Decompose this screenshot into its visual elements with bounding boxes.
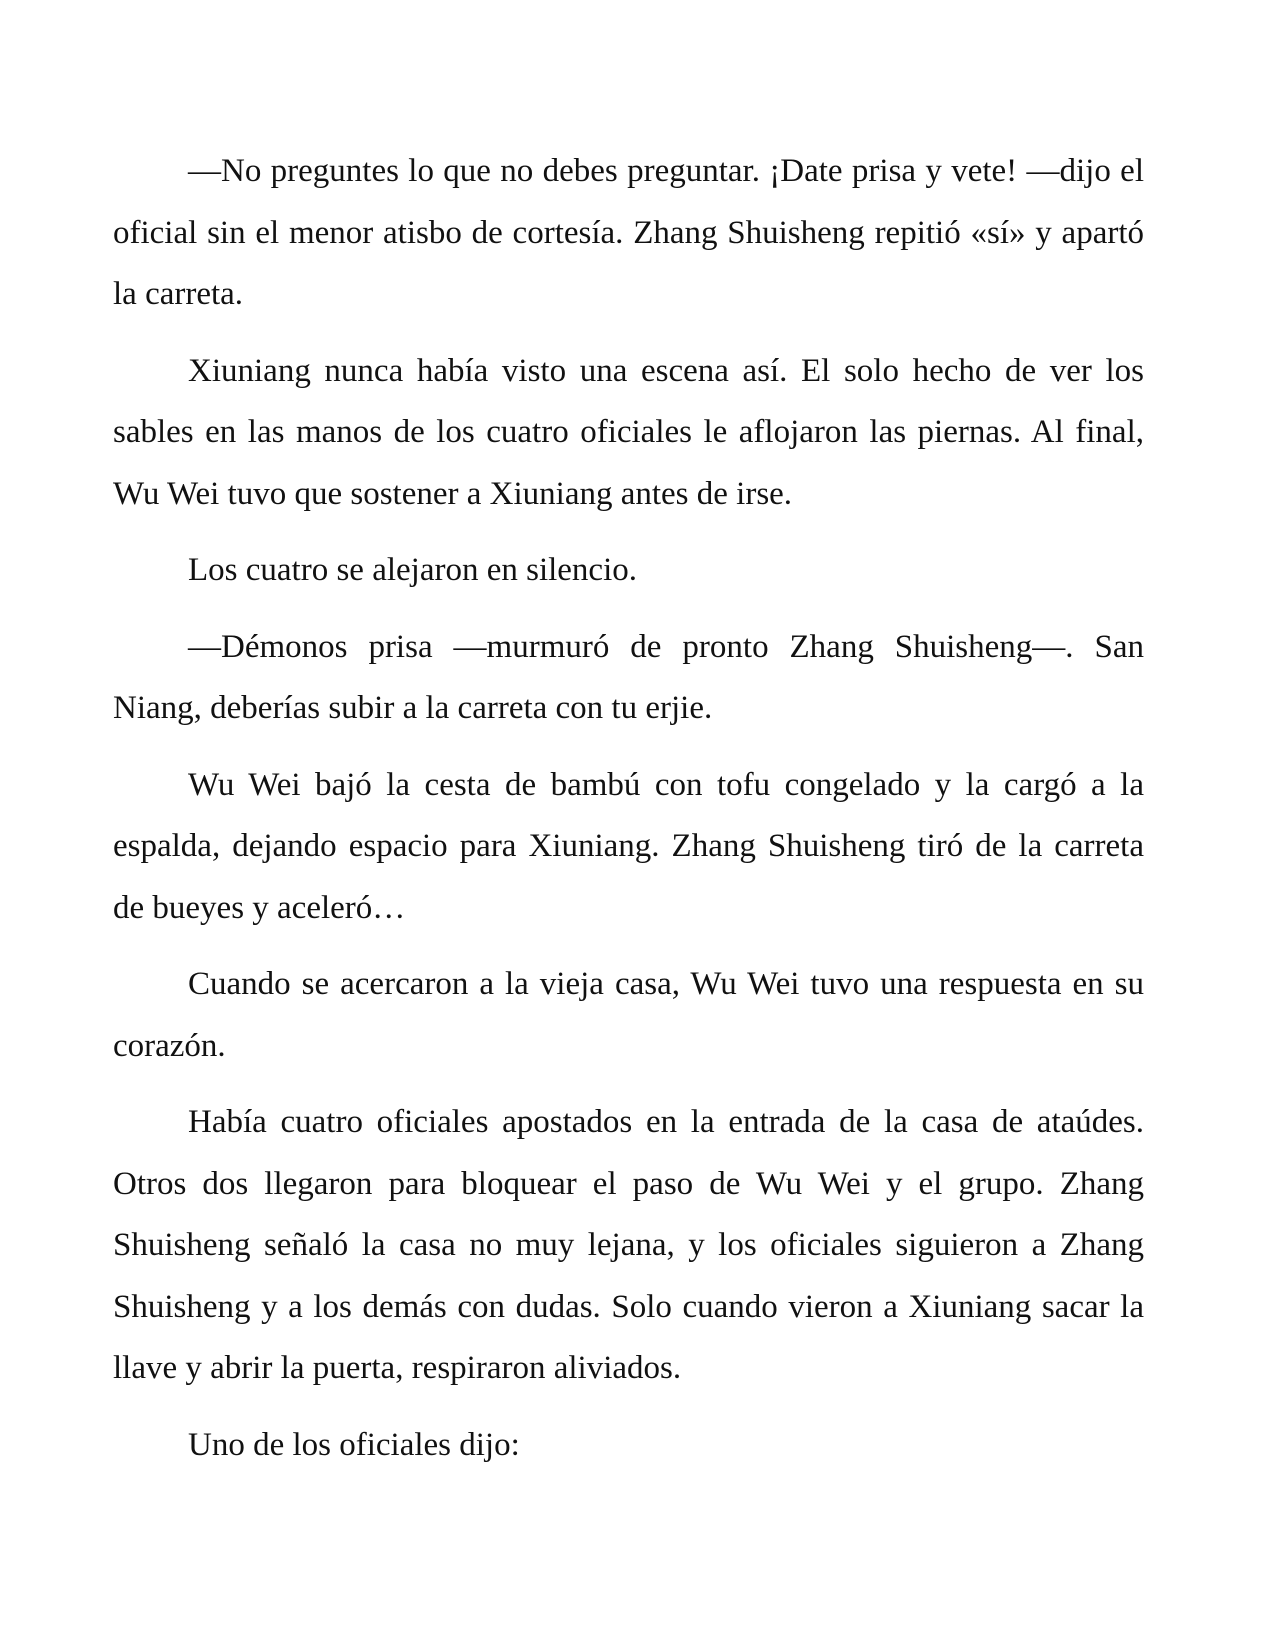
document-page xyxy=(113,141,1144,1491)
paragraph: Wu Wei bajó la cesta de bambú con tofu congelado y la cargó a la espalda, dejando espacio para Xiuniang. Zhang Shuisheng tiró de la carreta de bueyes y aceleró… xyxy=(113,766,1144,926)
paragraph: Había cuatro oficiales apostados en la entrada de la casa de ataúdes. Otros dos llegaron para bloquear el paso de Wu Wei y el grupo. Zhang Shuisheng señaló la casa no muy lejana, y los oficiales siguieron a Zhang Shuisheng y a los demás con dudas. Solo cuando vieron a Xiuniang sacar la llave y abrir la puerta, respiraron aliviados. xyxy=(113,1104,1144,1386)
paragraph: Los cuatro se alejaron en silencio. xyxy=(188,552,637,588)
paragraph: Xiuniang nunca había visto una escena así. El solo hecho de ver los sables en las manos de los cuatro oficiales le aflojaron las piernas. Al final, Wu Wei tuvo que sostener a Xiuniang antes de irse. xyxy=(113,352,1144,512)
paragraph: Uno de los oficiales dijo: xyxy=(188,1426,520,1463)
paragraph: Cuando se acercaron a la vieja casa, Wu Wei tuvo una respuesta en su corazón. xyxy=(113,966,1144,1064)
paragraph: —No preguntes lo que no debes preguntar. ¡Date prisa y vete! —dijo el oficial sin el menor atisbo de cortesía. Zhang Shuisheng repitió «sí» y apartó la carreta. xyxy=(113,153,1144,312)
paragraph: —Démonos prisa —murmuró de pronto Zhang Shuisheng—. San Niang, deberías subir a la carreta con tu erjie. xyxy=(113,628,1144,726)
